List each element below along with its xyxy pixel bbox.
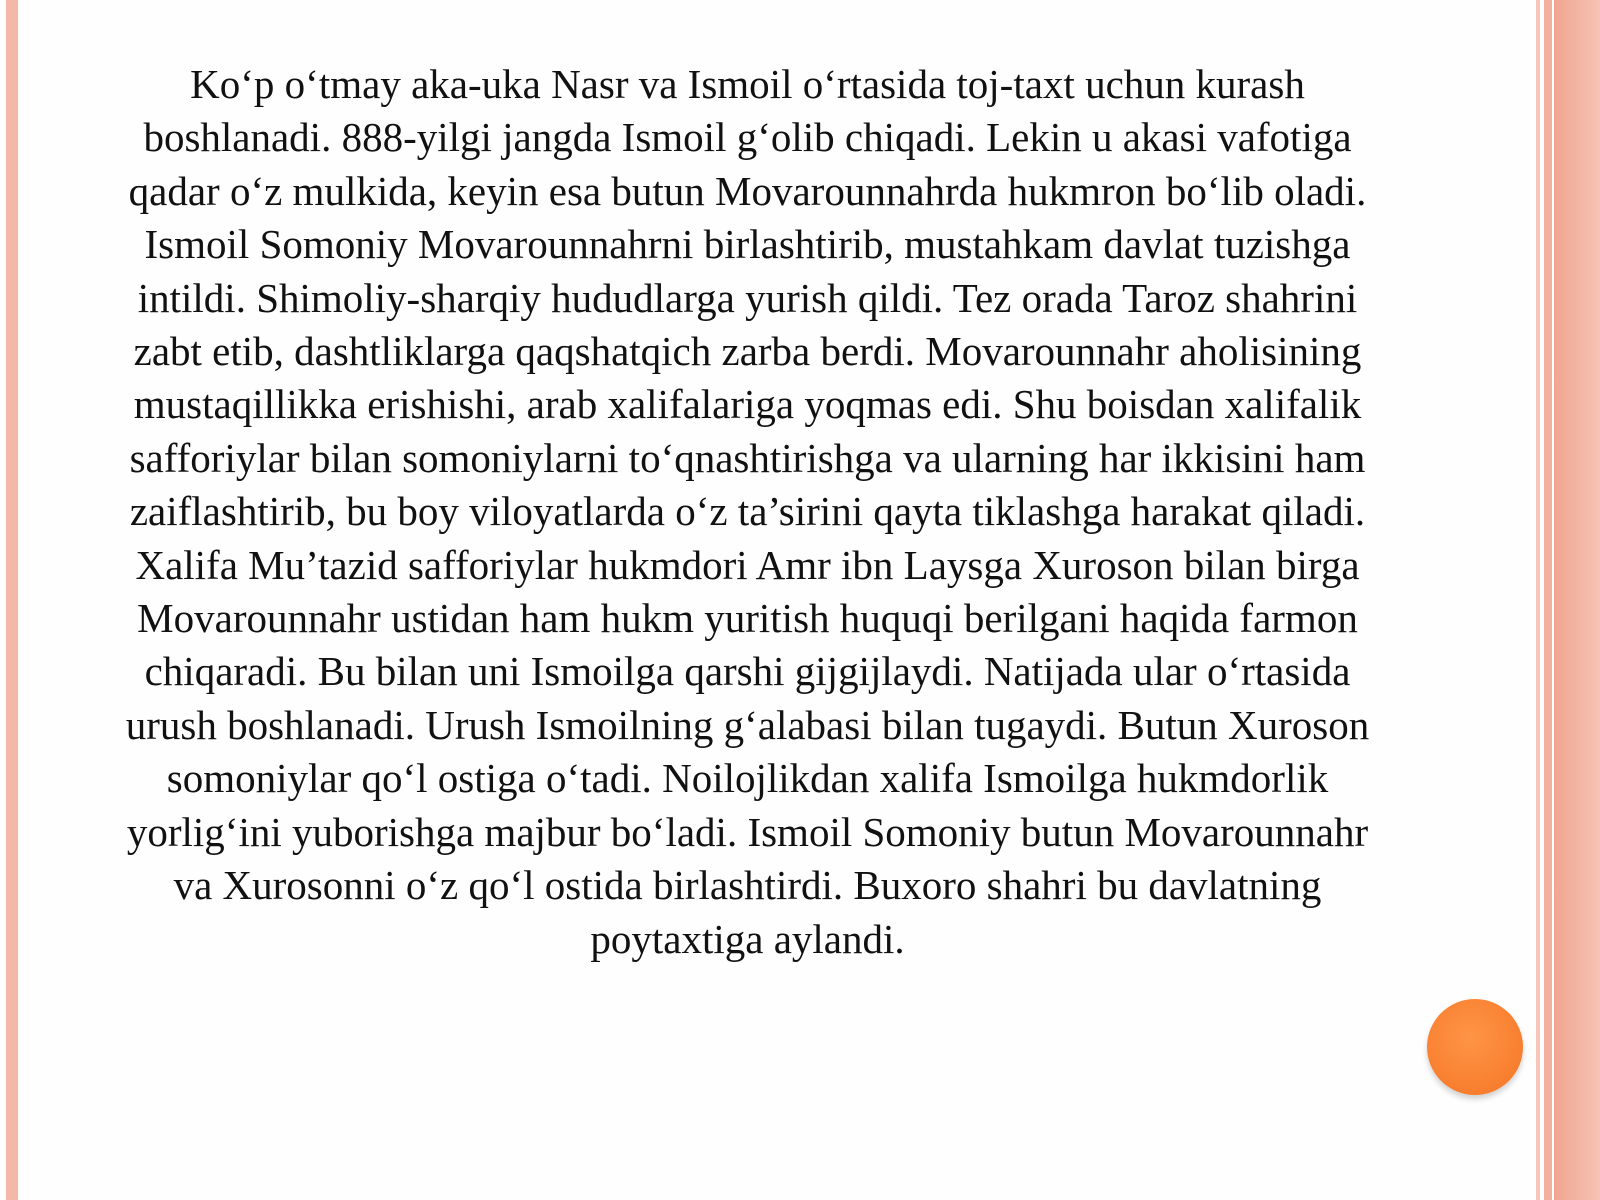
paragraph-line: qadar o‘z mulkida, keyin esa butun Movarounnahrda hukmron bo‘lib oladi.	[128, 167, 1367, 214]
paragraph-line: yorlig‘ini yuborishga majbur bo‘ladi. Ismoil Somoniy butun Movarounnahr	[126, 808, 1369, 855]
body-paragraph	[60, 58, 1435, 966]
paragraph-line: zabt etib, dashtliklarga qaqshatqich zarba berdi. Movarounnahr aholisining	[133, 328, 1362, 375]
right-decorative-band	[1530, 0, 1600, 1200]
paragraph-line: Xalifa Mu’tazid safforiylar hukmdori Amr ibn Laysga Xuroson bilan birga	[135, 541, 1360, 588]
paragraph-line: safforiylar bilan somoniylarni to‘qnashtirishga va ularning har ikkisini ham	[129, 434, 1366, 481]
paragraph-line: poytaxtiga aylandi.	[590, 915, 905, 962]
paragraph-line: mustaqillikka erishishi, arab xalifalariga yoqmas edi. Shu boisdan xalifalik	[133, 381, 1362, 428]
paragraph-line: chiqaradi. Bu bilan uni Ismoilga qarshi gijgijlaydi. Natijada ular o‘rtasida	[144, 648, 1351, 695]
paragraph-line: Movarounnahr ustidan ham hukm yuritish huquqi berilgani haqida farmon	[137, 595, 1358, 642]
orange-circle-decoration	[1427, 999, 1523, 1095]
left-border-stripe	[6, 0, 18, 1200]
paragraph-line: urush boshlanadi. Urush Ismoilning g‘alabasi bilan tugaydi. Butun Xuroson	[125, 701, 1370, 748]
paragraph-line: va Xurosonni o‘z qo‘l ostida birlashtirdi. Buxoro shahri bu davlatning	[173, 862, 1322, 909]
paragraph-line: boshlanadi. 888-yilgi jangda Ismoil g‘olib chiqadi. Lekin u akasi vafotiga	[143, 114, 1352, 161]
paragraph-line: somoniylar qo‘l ostiga o‘tadi. Noilojlikdan xalifa Ismoilga hukmdorlik	[166, 755, 1329, 802]
paragraph-line: intildi. Shimoliy-sharqiy hududlarga yurish qildi. Tez orada Taroz shahrini	[137, 274, 1358, 321]
paragraph-line: Ko‘p o‘tmay aka-uka Nasr va Ismoil o‘rtasida toj-taxt uchun kurash	[190, 61, 1305, 107]
paragraph-line: Ismoil Somoniy Movarounnahrni birlashtirib, mustahkam davlat tuzishga	[144, 221, 1351, 268]
paragraph-line: zaiflashtirib, bu boy viloyatlarda o‘z ta’sirini qayta tiklashga harakat qiladi.	[129, 488, 1366, 535]
